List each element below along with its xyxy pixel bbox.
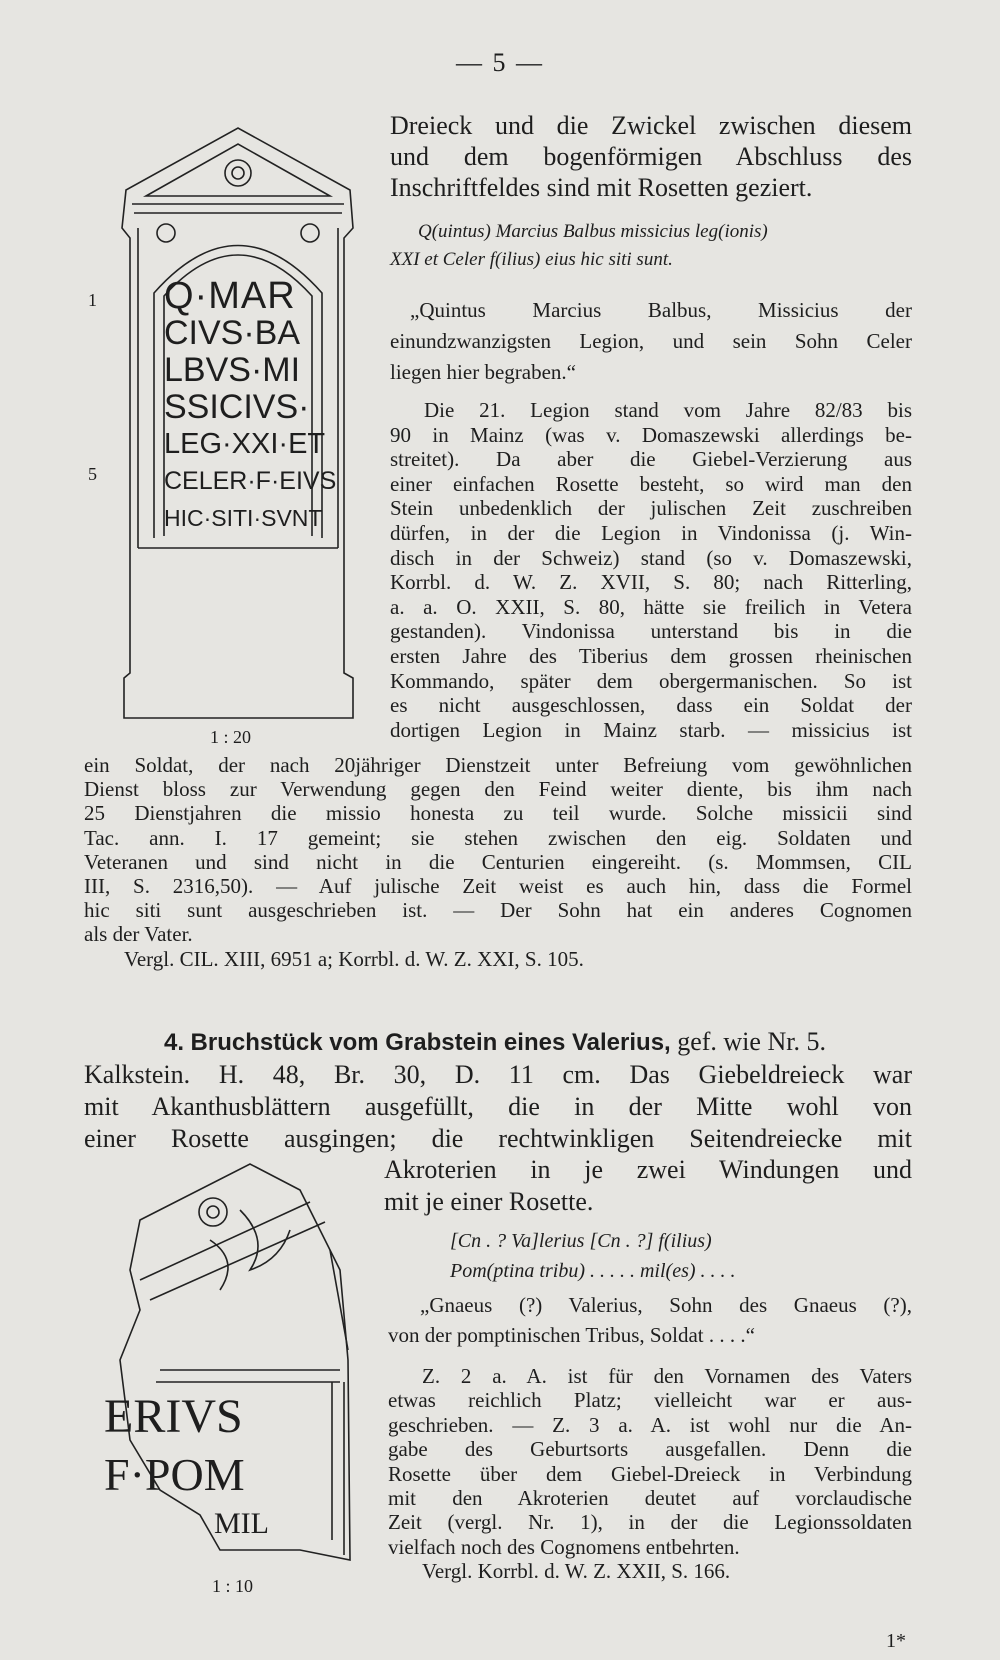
- translation-4: [388, 1290, 912, 1350]
- text-line: vielfach noch des Cognomens entbehrten.: [388, 1534, 740, 1559]
- line-marker-1: 1: [88, 290, 97, 310]
- entry-4-title-line: [84, 1026, 912, 1059]
- text-line: Die 21. Legion stand vom Jahre 82/83 bis: [424, 398, 912, 422]
- text-line: Rosette über dem Giebel-Dreieck in Verbindung: [388, 1461, 912, 1486]
- fragment-inscription-line: MIL: [214, 1507, 269, 1540]
- text-line: Tac. ann. I. 17 gemeint; sie stehen zwischen den eig. Soldaten und: [84, 825, 912, 850]
- text-line: Dreieck und die Zwickel zwischen diesem: [390, 111, 912, 140]
- text-line: Dienst bloss zur Verwendung gegen den Feind weiter diente, bis ihm nach: [84, 777, 912, 802]
- inscription-line: Pom(ptina tribu) . . . . . mil(es) . . . .: [450, 1260, 736, 1282]
- text-line: Z. 2 a. A. ist für den Vornamen des Vaters: [422, 1364, 912, 1388]
- text-line: von der pomptinischen Tribus, Soldat . . . .“: [388, 1323, 755, 1347]
- text-line: disch in der Schweiz) stand (so v. Domaszewski,: [390, 545, 912, 570]
- text-line: 90 in Mainz (was v. Domaszewski allerdings be-: [390, 422, 912, 447]
- text-line: dortigen Legion in Mainz starb. — missicius ist: [390, 717, 912, 742]
- text-line: mit je einer Rosette.: [384, 1187, 594, 1216]
- entry-4-number: 4.: [164, 1029, 185, 1056]
- drawing-inscription-line: CELER·F·EIVS: [164, 467, 337, 495]
- text-line: dürfen, in der die Legion in Vindonissa (j. Win-: [390, 520, 912, 545]
- inscription-line: XXI et Celer f(ilius) eius hic siti sunt.: [390, 249, 673, 270]
- figure2-scale: 1 : 10: [212, 1576, 254, 1596]
- text-line: Korrbl. d. W. Z. XVII, S. 80; nach Ritterling,: [390, 570, 912, 595]
- inscription-line: [Cn . ? Va]lerius [Cn . ?] f(ilius): [450, 1230, 712, 1252]
- entry-4-title: Bruchstück vom Grabstein eines Valerius,: [190, 1029, 671, 1056]
- commentary-1-column: [390, 398, 912, 742]
- text-line: ein Soldat, der nach 20jähriger Dienstzeit unter Befreiung vom gewöhnlichen: [84, 753, 912, 777]
- text-line: und dem bogenförmigen Abschluss des: [390, 142, 912, 171]
- figure1-scale: 1 : 20: [210, 727, 252, 747]
- text-line: Veteranen und sind nicht in die Centurien eingereiht. (s. Mommsen, CIL: [84, 849, 912, 874]
- inscription-reading-1: [390, 218, 912, 274]
- signature-mark: 1*: [886, 1630, 906, 1652]
- text-line: Kommando, später dem obergermanischen. So ist: [390, 668, 912, 693]
- paragraph-intro: [390, 110, 912, 203]
- text-line: einer einfachen Rosette besteht, so wird man den: [390, 471, 912, 496]
- drawing-inscription-line: HIC·SITI·SVNT: [164, 505, 323, 531]
- entry-4-findspot: gef. wie Nr. 5.: [677, 1027, 826, 1056]
- drawing-inscription-line: CIVS·BA: [164, 314, 301, 352]
- gravestone-drawing-marcius: [108, 118, 368, 728]
- commentary-1-full-width: [84, 753, 912, 971]
- entry-4-description-side: [384, 1154, 912, 1218]
- drawing-inscription-line: LBVS·MI: [164, 351, 301, 389]
- translation-1: [390, 295, 912, 388]
- drawing-inscription-line: Q·MAR: [164, 275, 296, 317]
- text-line: liegen hier begraben.“: [390, 360, 576, 384]
- entry-4-heading: [84, 1026, 912, 1155]
- drawing-inscription-line: LEG·XXI·ET: [164, 428, 326, 460]
- text-line: gabe des Geburtsorts ausgefallen. Denn die: [388, 1437, 912, 1462]
- fragment-inscription-line: F·POM: [104, 1449, 245, 1500]
- inscription-reading-4: [450, 1226, 912, 1286]
- text-line: gestanden). Vindonissa unterstand bis in die: [390, 619, 912, 644]
- text-line: ersten Jahre des Tiberius dem grossen rheinischen: [390, 643, 912, 668]
- fragment-inscription-line: ERIVS: [104, 1390, 243, 1443]
- text-line: Kalkstein. H. 48, Br. 30, D. 11 cm. Das Giebeldreieck war: [84, 1060, 912, 1089]
- inscription-line: Q(uintus) Marcius Balbus missicius leg(ionis): [418, 221, 768, 242]
- text-line: Inschriftfeldes sind mit Rosetten geziert.: [390, 173, 813, 202]
- text-line: „Gnaeus (?) Valerius, Sohn des Gnaeus (?),: [420, 1293, 912, 1317]
- fragment-inscription: [104, 1388, 334, 1544]
- text-line: Stein unbedenklich der julischen Zeit zuschreiben: [390, 496, 912, 521]
- drawing-inscription: [164, 275, 337, 537]
- text-line: a. a. O. XXII, S. 80, hätte sie freilich in Vetera: [390, 594, 912, 619]
- text-line: mit den Akroterien deutet auf vorclaudische: [388, 1486, 912, 1511]
- text-line: als der Vater.: [84, 922, 193, 947]
- text-line: III, S. 2316,50). — Auf julische Zeit weist es auch hin, dass die Formel: [84, 874, 912, 899]
- text-line: mit Akanthusblättern ausgefüllt, die in der Mitte wohl von: [84, 1092, 912, 1121]
- text-line: 25 Dienstjahren die missio honesta zu teil wurde. Solche missicii sind: [84, 801, 912, 826]
- gravestone-fragment-drawing-valerius: [100, 1160, 360, 1570]
- text-line: Akroterien in je zwei Windungen und: [384, 1155, 912, 1184]
- commentary-4: [388, 1364, 912, 1584]
- reference-line: Vergl. Korrbl. d. W. Z. XXII, S. 166.: [422, 1559, 731, 1584]
- page-number: — 5 —: [456, 48, 544, 77]
- line-marker-5: 5: [88, 464, 97, 484]
- text-line: Zeit (vergl. Nr. 1), in der die Legionssoldaten: [388, 1510, 912, 1535]
- text-line: einer Rosette ausgingen; die rechtwinkligen Seitendreiecke mit: [84, 1124, 912, 1153]
- text-line: streitet). Da aber die Giebel-Verzierung aus: [390, 447, 912, 472]
- text-line: „Quintus Marcius Balbus, Missicius der: [410, 298, 912, 322]
- text-line: es nicht ausgeschlossen, dass ein Soldat der: [390, 693, 912, 718]
- drawing-inscription-line: SSICIVS·: [164, 388, 310, 426]
- text-line: geschrieben. — Z. 3 a. A. ist wohl nur die An-: [388, 1412, 912, 1437]
- text-line: etwas reichlich Platz; vielleicht war er aus-: [388, 1388, 912, 1413]
- text-line: hic siti sunt ausgeschrieben ist. — Der Sohn hat ein anderes Cognomen: [84, 898, 912, 923]
- text-line: einundzwanzigsten Legion, und sein Sohn Celer: [390, 329, 912, 353]
- reference-line: Vergl. CIL. XIII, 6951 a; Korrbl. d. W. Z. XXI, S. 105.: [124, 946, 584, 971]
